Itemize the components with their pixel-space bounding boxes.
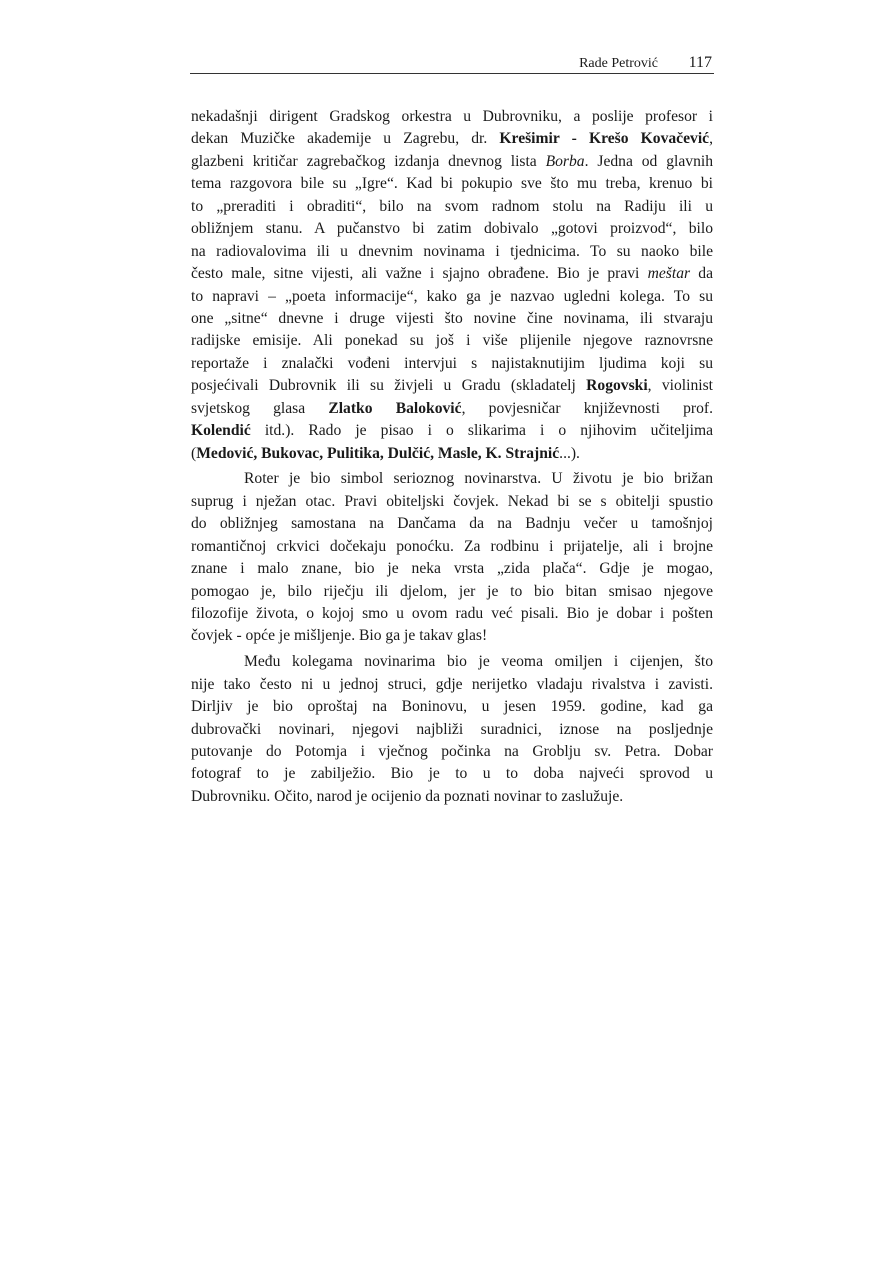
text-line: [191, 741, 713, 763]
text-run: nekadašnji dirigent Gradskog orkestra u Dubrovniku, a poslije profesor i: [191, 108, 713, 125]
text-line: [191, 581, 713, 603]
text-run: ,: [709, 130, 713, 148]
text-run: fotograf to je zabilježio. Bio je to u to doba najveći sprovod u: [191, 765, 713, 783]
text-line: [191, 308, 713, 330]
text-run: romantičnoj crkvici dočekaju ponoćku. Za rodbinu i prijatelje, ali i brojne: [191, 537, 713, 555]
text-line: [191, 719, 713, 741]
text-line: [191, 398, 713, 420]
text-line: [191, 196, 713, 218]
text-run: znane i malo znane, bio je neka vrsta „zida plača“. Gdje je mogao,: [191, 560, 713, 578]
text-line: [191, 786, 713, 808]
text-line: [191, 263, 713, 285]
text-line: [191, 651, 713, 673]
text-run: ...).: [559, 444, 580, 462]
text-run: putovanje do Potomja i vječnog počinka na Groblju sv. Petra. Dobar: [191, 743, 713, 761]
text-line: [191, 468, 713, 490]
text-line: [191, 286, 713, 308]
header-rule: [190, 73, 714, 74]
italic-run: Borba: [545, 152, 585, 170]
italic-run: meštar: [647, 265, 691, 283]
text-run: radijske emisije. Ali ponekad su još i više plijenile njegove raznovrsne: [191, 332, 713, 350]
text-run: , violinist: [647, 377, 713, 395]
text-line: [191, 375, 713, 397]
text-line: [191, 173, 713, 195]
text-run: glazbeni kritičar zagrebačkog izdanja dnevnog lista: [191, 152, 546, 170]
text-run: nije tako često ni u jednoj struci, gdje nerijetko vladaju rivalstva i zavisti.: [191, 675, 713, 693]
text-run: one „sitne“ dnevne i druge vijesti što novine čine novinama, ili stvaraju: [191, 309, 713, 327]
bold-run: Krešimir - Krešo Kovačević: [499, 130, 710, 148]
text-run: itd.). Rado je pisao i o slikarima i o njihovim učiteljima: [250, 422, 713, 440]
text-run: Dirljiv je bio oproštaj na Boninovu, u jesen 1959. godine, kad ga: [191, 698, 713, 716]
text-run: čovjek - opće je mišljenje. Bio ga je takav glas!: [191, 627, 488, 645]
text-run: pomogao je, bilo riječju ili djelom, jer je to bio bitan smisao njegove: [191, 582, 713, 600]
text-line: [191, 558, 713, 580]
text-line: [191, 625, 713, 647]
bold-run: Medović, Bukovac, Pulitika, Dulčić, Masle, K. Strajnić: [196, 444, 560, 462]
text-line: [191, 241, 713, 263]
bold-run: Zlatko Baloković: [328, 399, 462, 417]
page-number: 117: [688, 54, 712, 71]
text-run: , povjesničar književnosti prof.: [461, 399, 713, 417]
text-line: [191, 443, 713, 465]
text-line: [191, 674, 713, 696]
text-line: [191, 696, 713, 718]
text-run: obližnjem stanu. A pučanstvo bi zatim dobivalo „gotovi proizvod“, bilo: [191, 220, 713, 238]
text-line: [191, 128, 713, 150]
text-line: [191, 330, 713, 352]
text-line: [191, 353, 713, 375]
text-line: [191, 763, 713, 785]
text-run: reportaže i znalački vođeni intervjui s najistaknutijim ljudima koji su: [191, 354, 713, 372]
text-run: Dubrovniku. Očito, narod je ocijenio da poznati novinar to zaslužuje.: [191, 787, 624, 805]
text-run: Među kolegama novinarima bio je veoma omiljen i cijenjen, što: [244, 653, 713, 671]
text-line: [191, 536, 713, 558]
header-author: Rade Petrović: [579, 56, 658, 71]
text-run: svjetskog glasa: [191, 399, 329, 417]
text-run: to „preraditi i obraditi“, bilo na svom radnom stolu na Radiju ili u: [191, 197, 713, 215]
text-run: Roter je bio simbol serioznog novinarstva. U životu je bio brižan: [244, 470, 713, 488]
text-run: posjećivali Dubrovnik ili su živjeli u Gradu (skladatelj: [191, 377, 587, 395]
text-run: da: [690, 265, 713, 283]
text-run: (: [191, 444, 197, 462]
text-run: na radiovalovima ili u dnevnim novinama i tjednicima. To su naoko bile: [191, 242, 713, 260]
text-line: [191, 420, 713, 442]
text-line: [191, 151, 713, 173]
text-run: filozofije života, o kojoj smo u ovom radu već pisali. Bio je dobar i pošten: [191, 605, 713, 623]
bold-run: Kolendić: [191, 422, 251, 440]
text-run: suprug i nježan otac. Pravi obiteljski čovjek. Nekad bi se s obitelji spustio: [191, 492, 713, 510]
bold-run: Rogovski: [586, 377, 648, 395]
paragraph: [191, 106, 713, 465]
text-run: dekan Muzičke akademije u Zagrebu, dr.: [191, 130, 500, 148]
text-line: [191, 513, 713, 535]
text-run: to napravi – „poeta informacije“, kako ga je nazvao ugledni kolega. To su: [191, 287, 713, 305]
text-line: [191, 218, 713, 240]
running-header: [190, 54, 714, 74]
text-run: dubrovački novinari, njegovi najbliži suradnici, iznose na posljednje: [191, 720, 713, 738]
text-line: [191, 106, 713, 128]
text-run: često male, sitne vijesti, ali važne i sjajno obrađene. Bio je pravi: [191, 265, 648, 283]
body-text: [191, 106, 713, 812]
text-line: [191, 491, 713, 513]
paragraph: [191, 651, 713, 808]
text-run: tema razgovora bile su „Igre“. Kad bi pokupio sve što mu treba, krenuo bi: [191, 175, 713, 193]
text-run: . Jedna od glavnih: [584, 152, 713, 170]
text-line: [191, 603, 713, 625]
paragraph: [191, 468, 713, 648]
text-run: do obližnjeg samostana na Dančama da na Badnju večer u tamošnjoj: [191, 515, 713, 533]
